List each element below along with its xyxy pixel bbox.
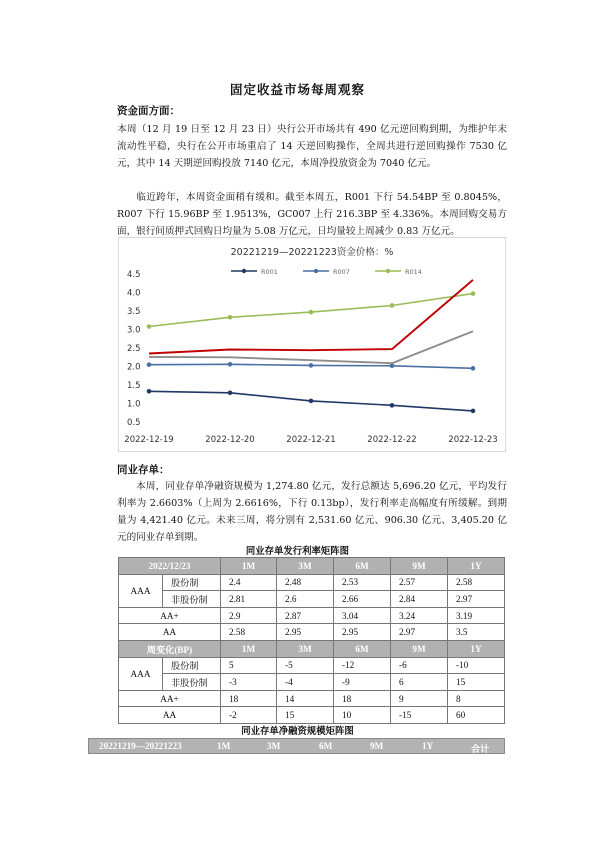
table-row	[119, 574, 505, 591]
table-cell: 6	[391, 674, 448, 691]
rate-header-3m: 3M	[277, 558, 334, 575]
legend-marker	[314, 269, 318, 273]
table-cell: 9	[391, 690, 448, 707]
data-point	[309, 399, 314, 404]
row-label: AA	[119, 624, 221, 641]
funds-price-chart	[118, 237, 506, 452]
funds-heading: 资金面方面：	[117, 105, 180, 117]
series-line-unlabeled-3	[149, 280, 473, 354]
change-header-9m: 9M	[391, 640, 448, 657]
x-tick-label: 2022-12-21	[286, 435, 336, 445]
row-label: 股份制	[163, 657, 221, 674]
scale-header-total: 合计	[471, 744, 490, 754]
change-header-1m: 1M	[221, 640, 277, 657]
ncd-heading: 同业存单：	[117, 464, 170, 476]
legend-label: R007	[333, 268, 350, 276]
data-point	[228, 315, 233, 320]
table-row	[119, 674, 505, 691]
table-cell: 2.87	[277, 607, 334, 624]
table-cell: 2.57	[391, 574, 448, 591]
legend-marker	[386, 269, 390, 273]
row-label: AA	[119, 707, 221, 724]
data-point	[390, 403, 395, 408]
scale-header-1m: 1M	[217, 741, 231, 751]
x-tick-label: 2022-12-19	[124, 435, 174, 445]
funds-paragraph-1: 本周（12 月 19 日至 12 月 23 日）央行公开市场共有 490 亿元逆回购到期，为维护年末流动性平稳，央行在公开市场重启了 14 天逆回购操作，全周共进行逆回购操作 7530 亿元，其中 14 天期逆回购投放 7140 亿元，本周净投放资金为 7040 亿元。	[117, 124, 507, 169]
table-cell: 5	[221, 657, 277, 674]
table-cell: -9	[334, 674, 391, 691]
table-cell: 2.84	[391, 591, 448, 608]
row-label: 非股份制	[163, 674, 221, 691]
table-cell: 2.6	[277, 591, 334, 608]
scale-header-6m: 6M	[319, 741, 333, 751]
table-cell: 3.19	[448, 607, 505, 624]
change-header-6m: 6M	[334, 640, 391, 657]
data-point	[390, 303, 395, 308]
y-tick-label: 2.5	[127, 344, 141, 354]
x-tick-label: 2022-12-20	[205, 435, 255, 445]
change-table-header	[119, 640, 505, 657]
x-tick-label: 2022-12-22	[367, 435, 417, 445]
table-cell: 2.97	[391, 624, 448, 641]
table-cell: 15	[277, 707, 334, 724]
rate-table-header	[119, 558, 505, 575]
table-cell: -15	[391, 707, 448, 724]
table-cell: 10	[334, 707, 391, 724]
series-line-unlabeled-4	[149, 331, 473, 363]
table-cell: 2.58	[221, 624, 277, 641]
table-cell: 2.95	[277, 624, 334, 641]
row-label: AA+	[119, 607, 221, 624]
table-cell: 2.95	[334, 624, 391, 641]
legend-label: R014	[405, 268, 422, 276]
data-point	[309, 310, 314, 315]
data-point	[228, 362, 233, 367]
funds-price-chart-svg	[119, 238, 505, 451]
table-cell: 2.66	[334, 591, 391, 608]
data-point	[471, 366, 476, 371]
y-tick-label: 1.0	[127, 399, 141, 410]
table-cell: 60	[448, 707, 505, 724]
y-tick-label: 0.5	[127, 418, 141, 428]
table-cell: 15	[448, 674, 505, 691]
scale-header-9m: 9M	[370, 741, 384, 751]
table-cell: 14	[277, 690, 334, 707]
change-header-label: 周变化(BP)	[119, 640, 221, 657]
table-cell: 2.4	[221, 574, 277, 591]
rate-header-1y: 1Y	[448, 558, 505, 575]
table-cell: -6	[391, 657, 448, 674]
table-cell: 2.58	[448, 574, 505, 591]
y-tick-label: 3.0	[127, 325, 141, 336]
table-cell: 3.5	[448, 624, 505, 641]
legend-marker	[242, 269, 246, 273]
data-point	[147, 389, 152, 394]
chart-title: 20221219—20221223资金价格：%	[230, 247, 394, 258]
funds-paragraph-2: 临近跨年，本周资金面稍有缓和。截至本周五，R001 下行 54.54BP 至 0.8045%，R007 下行 15.96BP 至 1.9513%，GC007 上行 216.3BP 至 4.336%。本周回购交易方面，银行间质押式回购日均量为 5.08 万亿元，日均量较上周减少 0.83 万亿元。	[117, 192, 507, 237]
table-cell: 2.81	[221, 591, 277, 608]
data-point	[471, 409, 476, 414]
page-title: 固定收益市场每周观察	[229, 82, 365, 97]
row-label: 非股份制	[163, 591, 221, 608]
table-row	[119, 657, 505, 674]
scale-table-header	[88, 738, 505, 754]
rate-matrix-table	[118, 557, 505, 724]
table-cell: 2.48	[277, 574, 334, 591]
table-cell: -2	[221, 707, 277, 724]
table-cell: 3.04	[334, 607, 391, 624]
legend-label: R001	[261, 268, 278, 276]
table-cell: 18	[334, 690, 391, 707]
y-tick-label: 2.0	[127, 362, 141, 373]
x-tick-label: 2022-12-23	[448, 435, 498, 445]
data-point	[309, 363, 314, 368]
table-row	[119, 624, 505, 641]
rate-header-date: 2022/12/23	[119, 558, 221, 575]
y-tick-label: 4.5	[127, 270, 141, 280]
data-point	[228, 390, 233, 395]
row-label: 股份制	[163, 574, 221, 591]
table-row	[119, 690, 505, 707]
table-cell: 2.97	[448, 591, 505, 608]
rate-header-9m: 9M	[391, 558, 448, 575]
scale-header-3m: 3M	[267, 741, 281, 751]
y-tick-label: 1.5	[127, 381, 141, 391]
table-cell: -3	[221, 674, 277, 691]
data-point	[147, 324, 152, 329]
change-header-3m: 3M	[277, 640, 334, 657]
data-point	[147, 362, 152, 367]
ncd-paragraph: 本周，同业存单净融资规模为 1,274.80 亿元，发行总额达 5,696.20 亿元，平均发行利率为 2.6603%（上周为 2.6616%，下行 0.13bp），发行利率走高幅度有所缓解。到期量为 4,421.40 亿元。未来三周，将分别有 2,531.60 亿元、906.30 亿元、3,405.20 亿元的同业存单到期。	[117, 481, 507, 543]
table-cell: 2.9	[221, 607, 277, 624]
change-aaa-label: AAA	[119, 657, 163, 690]
rate-table-caption: 同业存单发行利率矩阵图	[245, 546, 350, 557]
rate-aaa-label: AAA	[119, 574, 163, 607]
table-cell: -12	[334, 657, 391, 674]
table-cell: 3.24	[391, 607, 448, 624]
row-label: AA+	[119, 690, 221, 707]
table-row	[119, 707, 505, 724]
scale-table-caption: 同业存单净融资规模矩阵图	[241, 726, 354, 737]
table-cell: -5	[277, 657, 334, 674]
rate-header-6m: 6M	[334, 558, 391, 575]
table-cell: -10	[448, 657, 505, 674]
table-row	[119, 591, 505, 608]
change-header-1y: 1Y	[448, 640, 505, 657]
scale-header-date: 20221219—20221223	[99, 741, 182, 751]
scale-header-1y: 1Y	[422, 741, 434, 751]
table-cell: 2.53	[334, 574, 391, 591]
y-tick-label: 4.0	[127, 288, 141, 299]
table-cell: 8	[448, 690, 505, 707]
table-cell: -4	[277, 674, 334, 691]
data-point	[471, 291, 476, 296]
y-tick-label: 3.5	[127, 307, 141, 317]
table-row	[119, 607, 505, 624]
table-cell: 18	[221, 690, 277, 707]
rate-header-1m: 1M	[221, 558, 277, 575]
